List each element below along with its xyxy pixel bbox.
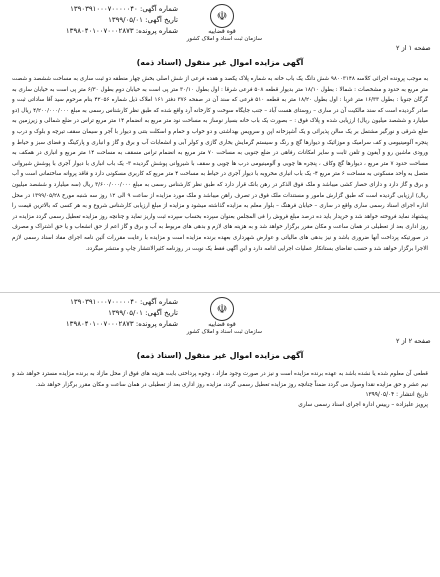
page-number: صفحه ۱ از ۲ [396, 44, 431, 52]
emblem-icon: ☫ [210, 297, 234, 321]
notice-body [12, 369, 428, 509]
case-number: شماره پرونده: ۱۳۹۸۰۴۰۱۰۰۷۰۰۰۲۸۷۳ [65, 320, 178, 328]
page-number: صفحه ۲ از ۲ [396, 337, 431, 345]
emblem-icon: ☫ [210, 4, 234, 28]
notice-date: تاریخ آگهی: ۱۳۹۹/۰۵/۰۱ [108, 309, 178, 317]
case-number: شماره پرونده: ۱۳۹۸۰۴۰۱۰۰۷۰۰۰۲۸۷۳ [65, 27, 178, 35]
org-line-1: قوه قضاییه [208, 321, 236, 328]
notice-title: آگهی مزایده اموال غیر منقول (اسناد ذمه) [136, 58, 304, 67]
judiciary-emblem [186, 297, 262, 336]
notice-number: شماره آگهی: ۱۳۹۰۳۹۱۰۰۰۷۰۰۰۰۰۴۰ [70, 298, 178, 306]
signature: پرویز علیزاده – رییس اداره اجرای اسناد رسمی ساری [298, 402, 428, 409]
org-line-2: سازمان ثبت اسناد و املاک کشور [186, 329, 262, 335]
notice-meta [8, 297, 178, 330]
notice-title: آگهی مزایده اموال غیر منقول (اسناد ذمه) [136, 351, 304, 360]
publish-date: تاریخ انتشار : ۱۳۹۹/۰۵/۰۴ [365, 392, 428, 399]
notice-body: به موجب پرونده اجرائی کلاسه ۹۸۰۰۳۱۴۸ شش دانگ یک باب خانه به شماره پلاک یکصد و هفده فرعی از شش اصلی بخش چهار منطقه دو ثبت ساری به مساحت ششصد و شصت متر مربع به حدود و مشخصات : شمالا : بطول ۱۸/۱۰ متر بدیوار قطعه ۵۰۸ فرعی شرقا : اول بطول ۳۰/۱۰ متر پی است به خیابان دوم بطول ۶/۳۰ متر پی است به خیابان ساری به گرگان جنوبا : بطول ۱۶/۳۳ متر غربا : اول بطول ۱۸/۲۰ متر به قطعه ۵۱۰ فرعی که سند آن در صفحه ۳۷۶ دفتر ۱۶۱ املاک ذیل شماره ۴۲۰۵۶ بنام مرحوم سید آقا ساداتی ثبت و صادر گردیده است که سند مالکیت آن در ساری – روستای هست آباد – جنب جایگاه سوخت و کارخانه آرد واقع شده که طبق نظر کارشناس رسمی به مبلغ ۴/۲۰۰/۰۰۰/۰۰۰ ریال (دو میلیارد و ششصد میلیون ریال) ارزیابی شده و پلاک فوق : – بصورت یک باب خانه بسیار نوساز به مساحت نود متر مربع به انضمام ۱۴ متر مربع تراس در ضلع شمالی و زیرزمین به ضلع شرقی و نورگیر مشتمل بر یک سالن پذیرائی و یک آشپزخانه اپن و سرویس بهداشتی و دو خواب و حمام و اسکلت بتنی و دیوار با آجر و سیمان سقف تیرچه و بلوک و درب و پنجره آلومینیومی و کف سرامیک و موزائیک و دیوارها گچ و رنگ و سیستم گرمایش بخاری گازی و کولر آبی و انشعابات آب و برق و گاز و انباری و پارکینگ و فضای سبز و حیاط و ورودی ماشین رو و آیفون و تلفن ثابت و سایر امکانات رفاهی در ضلع جنوبی به مساحت ۷۰ متر مربع به انضمام تراس مسقف به مساحت ۱۴ متر مربع و انباری در همکف به مساحت حدود ۷ متر مربع ، دیوارها گچ وکاف ، پنجره ها چوبی و آلومینیومی درب ها چوبی و سقف با شیروانی پوشش گردیده ۳- یک باب انباری با دیوار آجری با پوشش شیروانی متصل به واحد مسکونی به مساحت ۶ متر مربع ۴- یک باب انباری مخروبه با دیوار آجری در حیاط به مساحت ۴ متر مربع که کاربری مسکونی دارد و فاقد پروانه ساختمانی است و آب و برق و گاز دارد و دارای حصار کشی میباشد و ملک فوق الذکر در رهن بانک قرار دارد که طبق نظر کارشناس رسمی به مبلغ ۳/۶۰۰/۰۰۰/۰۰۰ ریال (سه میلیارد و ششصد میلیون ریال) ارزیابی گردیده است که طبق گزارش مامور و مستندات ملک فوق در تصرف راهن میباشد و ملک مورد مزایده از ساعت ۹ الی ۱۲ روز سه شنبه مورخ ۱۳۹۹/۰۵/۲۸ در محل اداره اجرای اسناد رسمی ساری واقع در ساری – خیابان فرهنگ – بلوار معلم به مزایده گذاشته میشود و مزایده از مبلغ ارزیابی کارشناس شروع و به هر کسی که بالاترین قیمت را پیشنهاد نماید فروخته خواهد شد و خریدار باید ده درصد مبلغ فروش را فی المجلس بعنوان سپرده بحساب سپرده ثبت واریز نماید و چنانچه روز مزایده تعطیل رسمی گردد مزایده در روز اداری بعد از تعطیلی در همان ساعت و مکان مقرر برگزار خواهد شد و به هزینه های لازم و بدهی های مربوط به آب و برق و گاز اعم از حق انشعاب و یا حق اشتراک و مصرف در صورتیکه پرداخت آنها ضروری باشد و نیز بدهی های مالیاتی و عوارض شهرداری بعهده برنده مزایده است و مزایده با رعایت مقررات آئین نامه اجرای مفاد اسناد رسمی لازم الاجرا برگزار خواهد شد و حسب تقاضای بستانکار عملیات اجرایی ادامه دارد و این آگهی فقط یک نوبت در روزنامه کثیرالانتشار چاپ و منتشر میگردد. [12, 76, 428, 252]
org-line-1: قوه قضاییه [208, 28, 236, 35]
notice-text: قطعی آن معلوم شده یا نشده باشد به عهده برنده مزایده است و نیز در صورت وجود مازاد ، وجوه پرداختی بابت هزینه های فوق از محل مازاد به برنده مزایده مسترد خواهد شد و نیم عشر و حق مزایده نقدا وصول می گردد ضمناً چنانچه روز مزایده تعطیل رسمی گردد، مزایده روز اداری بعد از تعطیلی در همان ساعت و مکان مقرر برگزار خواهد شد. [12, 371, 428, 388]
notice-date: تاریخ آگهی: ۱۳۹۹/۰۵/۰۱ [108, 16, 178, 24]
notice-page-2 [0, 292, 440, 577]
org-line-2: سازمان ثبت اسناد و املاک کشور [186, 36, 262, 42]
judiciary-emblem [186, 4, 262, 43]
notice-meta [8, 4, 178, 37]
notice-number: شماره آگهی: ۱۳۹۰۳۹۱۰۰۰۷۰۰۰۰۰۴۰ [70, 5, 178, 13]
